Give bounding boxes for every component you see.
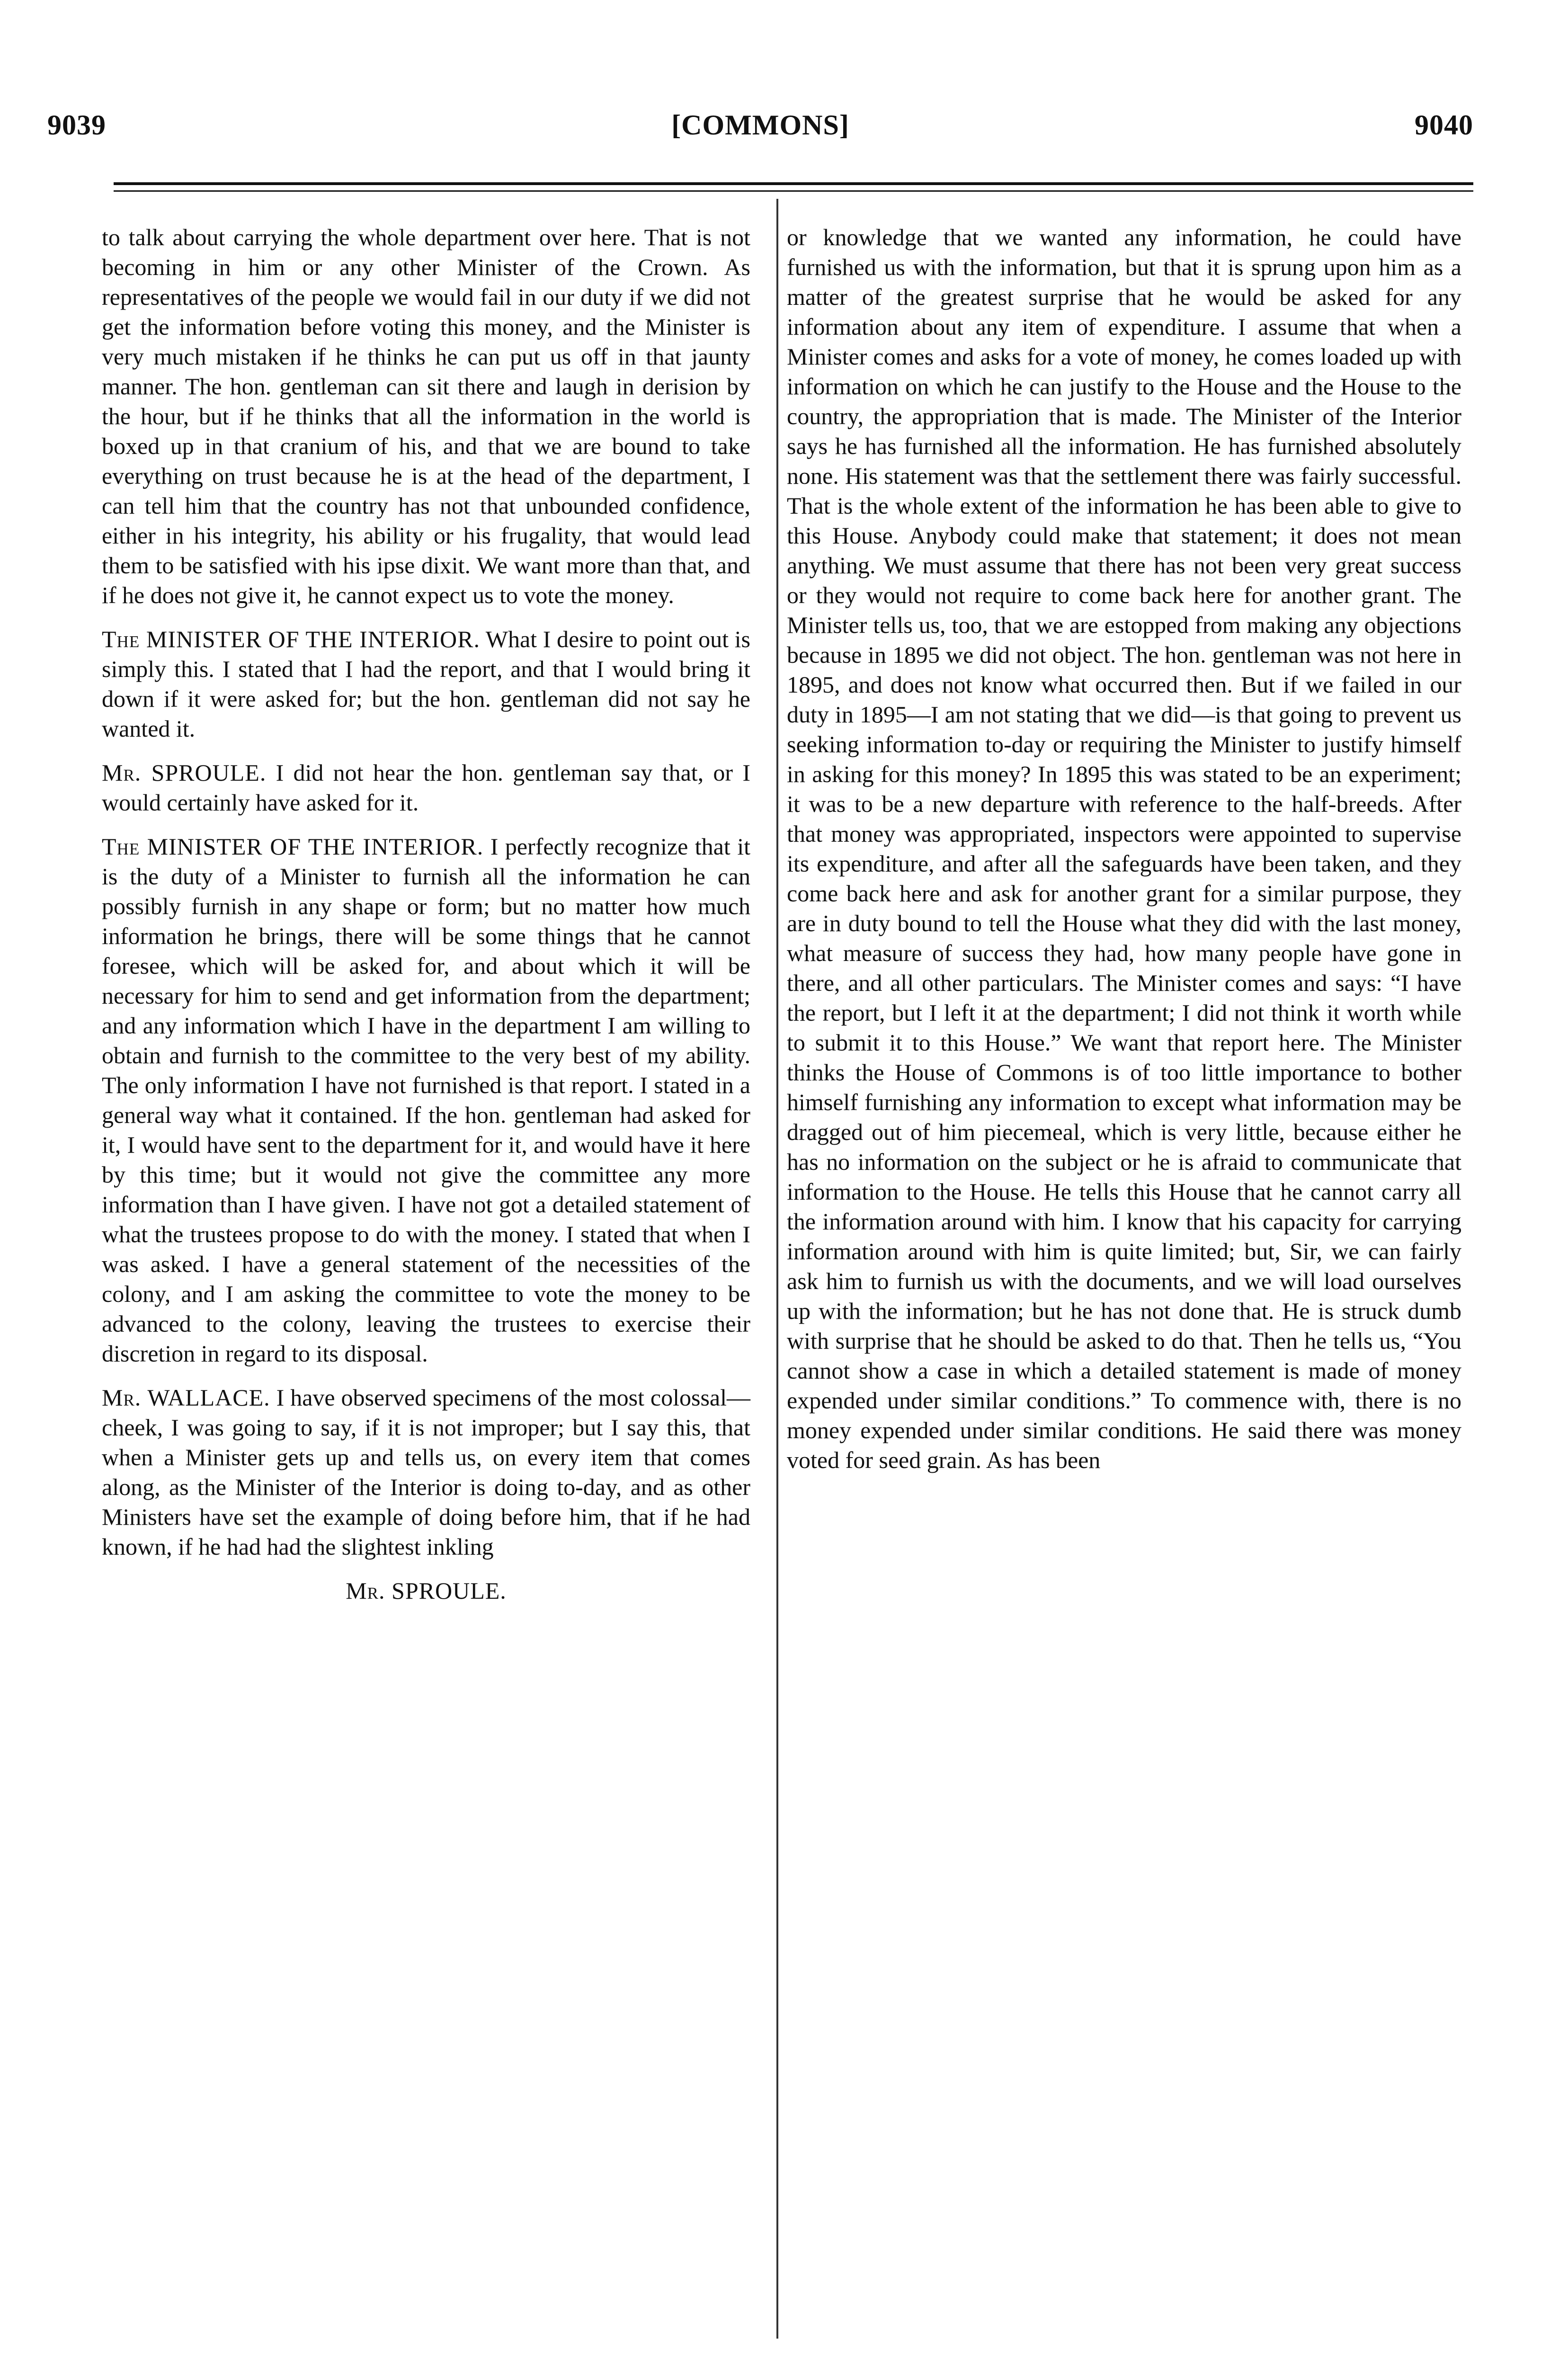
paragraph [102,222,750,610]
speaker-name: Mr. SPROULE. [346,1577,507,1604]
speaker-name: Mr. WALLACE. [102,1384,270,1411]
paragraph-text: or knowledge that we wanted any information, he could have furnished us with the information, but that it is sprung upon him as a matter of the greatest surprise that he would be asked for any information about any item of expenditure. I assume that when a Minister comes and asks for a vote of money, he comes loaded up with information on which he can justify to the House and the House to the country, the appropriation that is made. The Minister of the Interior says he has furnished all the information. He has furnished absolutely none. His statement was that the settlement there was fairly successful. That is the whole extent of the information he has been able to give to this House. Anybody could make that statement; it does not mean anything. We must assume that there has not been very great success or they would not require to come back here for another grant. The Minister tells us, too, that we are estopped from making any objections because in 1895 we did not object. The hon. gentleman was not here in 1895, and does not know what occurred then. But if we failed in our duty in 1895—I am not stating that we did—is that going to prevent us seeking information to-day or requiring the Minister to justify himself in asking for this money? In 1895 this was stated to be an experiment; it was to be a new departure with reference to the half-breeds. After that money was appropriated, inspectors were appointed to supervise its expenditure, and after all the safeguards have been taken, and they come back here and ask for another grant for a similar purpose, they are in duty bound to tell the House what they did with the last money, what measure of success they had, how many people have gone in there, and all other particulars. The Minister comes and says: “I have the report, but I left it at the department; I did not think it worth while to submit it to this House.” We want that report here. The Minister thinks the House of Commons is of too little importance to bother himself furnishing any information to except what information may be dragged out of him piecemeal, which is very little, because either he has no information on the subject or he is afraid to communicate that information to the House. He tells this House that he cannot carry all the information around with him. I know that his capacity for carrying information around with him is quite limited; but, Sir, we can fairly ask him to furnish us with the documents, and we will load ourselves up with the information; but he has not done that. He is struck dumb with surprise that he should be asked to do that. Then he tells us, “You cannot show a case in which a detailed statement is made of money expended under similar conditions.” To commence with, there is no money expended under similar conditions. He said there was money voted for seed grain. As has been [787,224,1461,1473]
paragraph-text: I have observed specimens of the most colossal—cheek, I was going to say, if it is not improper; but I say this, that when a Minister gets up and tells us, on every item that comes along, as the Minister of the Interior is doing to-day, and as other Ministers have set the example of doing before him, that if he had known, if he had had the slightest inkling [102,1384,751,1560]
paragraph [102,758,750,818]
paragraph [787,222,1461,1475]
right-page-number: 9040 [1415,109,1473,141]
page-title: [COMMONS] [671,109,849,141]
left-column [102,222,750,1620]
column-divider [776,199,778,2339]
paragraph-text: What I desire to point out is simply this. I stated that I had the report, and that I would bring it down if it were asked for; but the hon. gentleman did not say he wanted it. [102,626,750,742]
paragraph [102,1383,750,1562]
speaker-name: The MINISTER OF THE INTERIOR. [102,833,484,860]
right-column [787,222,1461,1489]
paragraph-text: I perfectly recognize that it is the duty of a Minister to furnish all the information he can possibly furnish in any shape or form; but no matter how much information he brings, there will be some things that he cannot foresee, which will be asked for, and about which it will be necessary for him to send and get information from the department; and any information which I have in the department I am willing to obtain and furnish to the committee to the very best of my ability. The only information I have not furnished is that report. I stated in a general way what it contained. If the hon. gentleman had asked for it, I would have sent to the department for it, and would have it here by this time; but it would not give the committee any more information than I have given. I have not got a detailed statement of what the trustees propose to do with the money. I stated that when I was asked. I have a general statement of the necessities of the colony, and I am asking the committee to vote the money to be advanced to the colony, leaving the trustees to exercise their discretion in regard to its disposal. [102,833,751,1367]
paragraph [102,1576,750,1606]
speaker-name: Mr. SPROULE. [102,759,267,786]
header-rule-thick [114,182,1473,185]
paragraph [102,624,750,744]
speaker-name: The MINISTER OF THE INTERIOR. [102,626,480,652]
paragraph-text: to talk about carrying the whole department over here. That is not becoming in him or any other Minister of the Crown. As representatives of the people we would fail in our duty if we did not get the information before voting this money, and the Minister is very much mistaken if he thinks he can put us off in that jaunty manner. The hon. gentleman can sit there and laugh in derision by the hour, but if he thinks that all the information in the world is boxed up in that cranium of his, and that we are bound to take everything on trust because he is at the head of the department, I can tell him that the country has not that unbounded confidence, either in his integrity, his ability or his frugality, that would lead them to be satisfied with his ipse dixit. We want more than that, and if he does not give it, he cannot expect us to vote the money. [102,224,750,608]
left-page-number: 9039 [47,109,106,141]
page-header [47,109,1473,161]
paragraph-text: I did not hear the hon. gentleman say that, or I would certainly have asked for it. [102,759,750,816]
header-rule-thin [114,190,1473,192]
paragraph [102,832,750,1369]
